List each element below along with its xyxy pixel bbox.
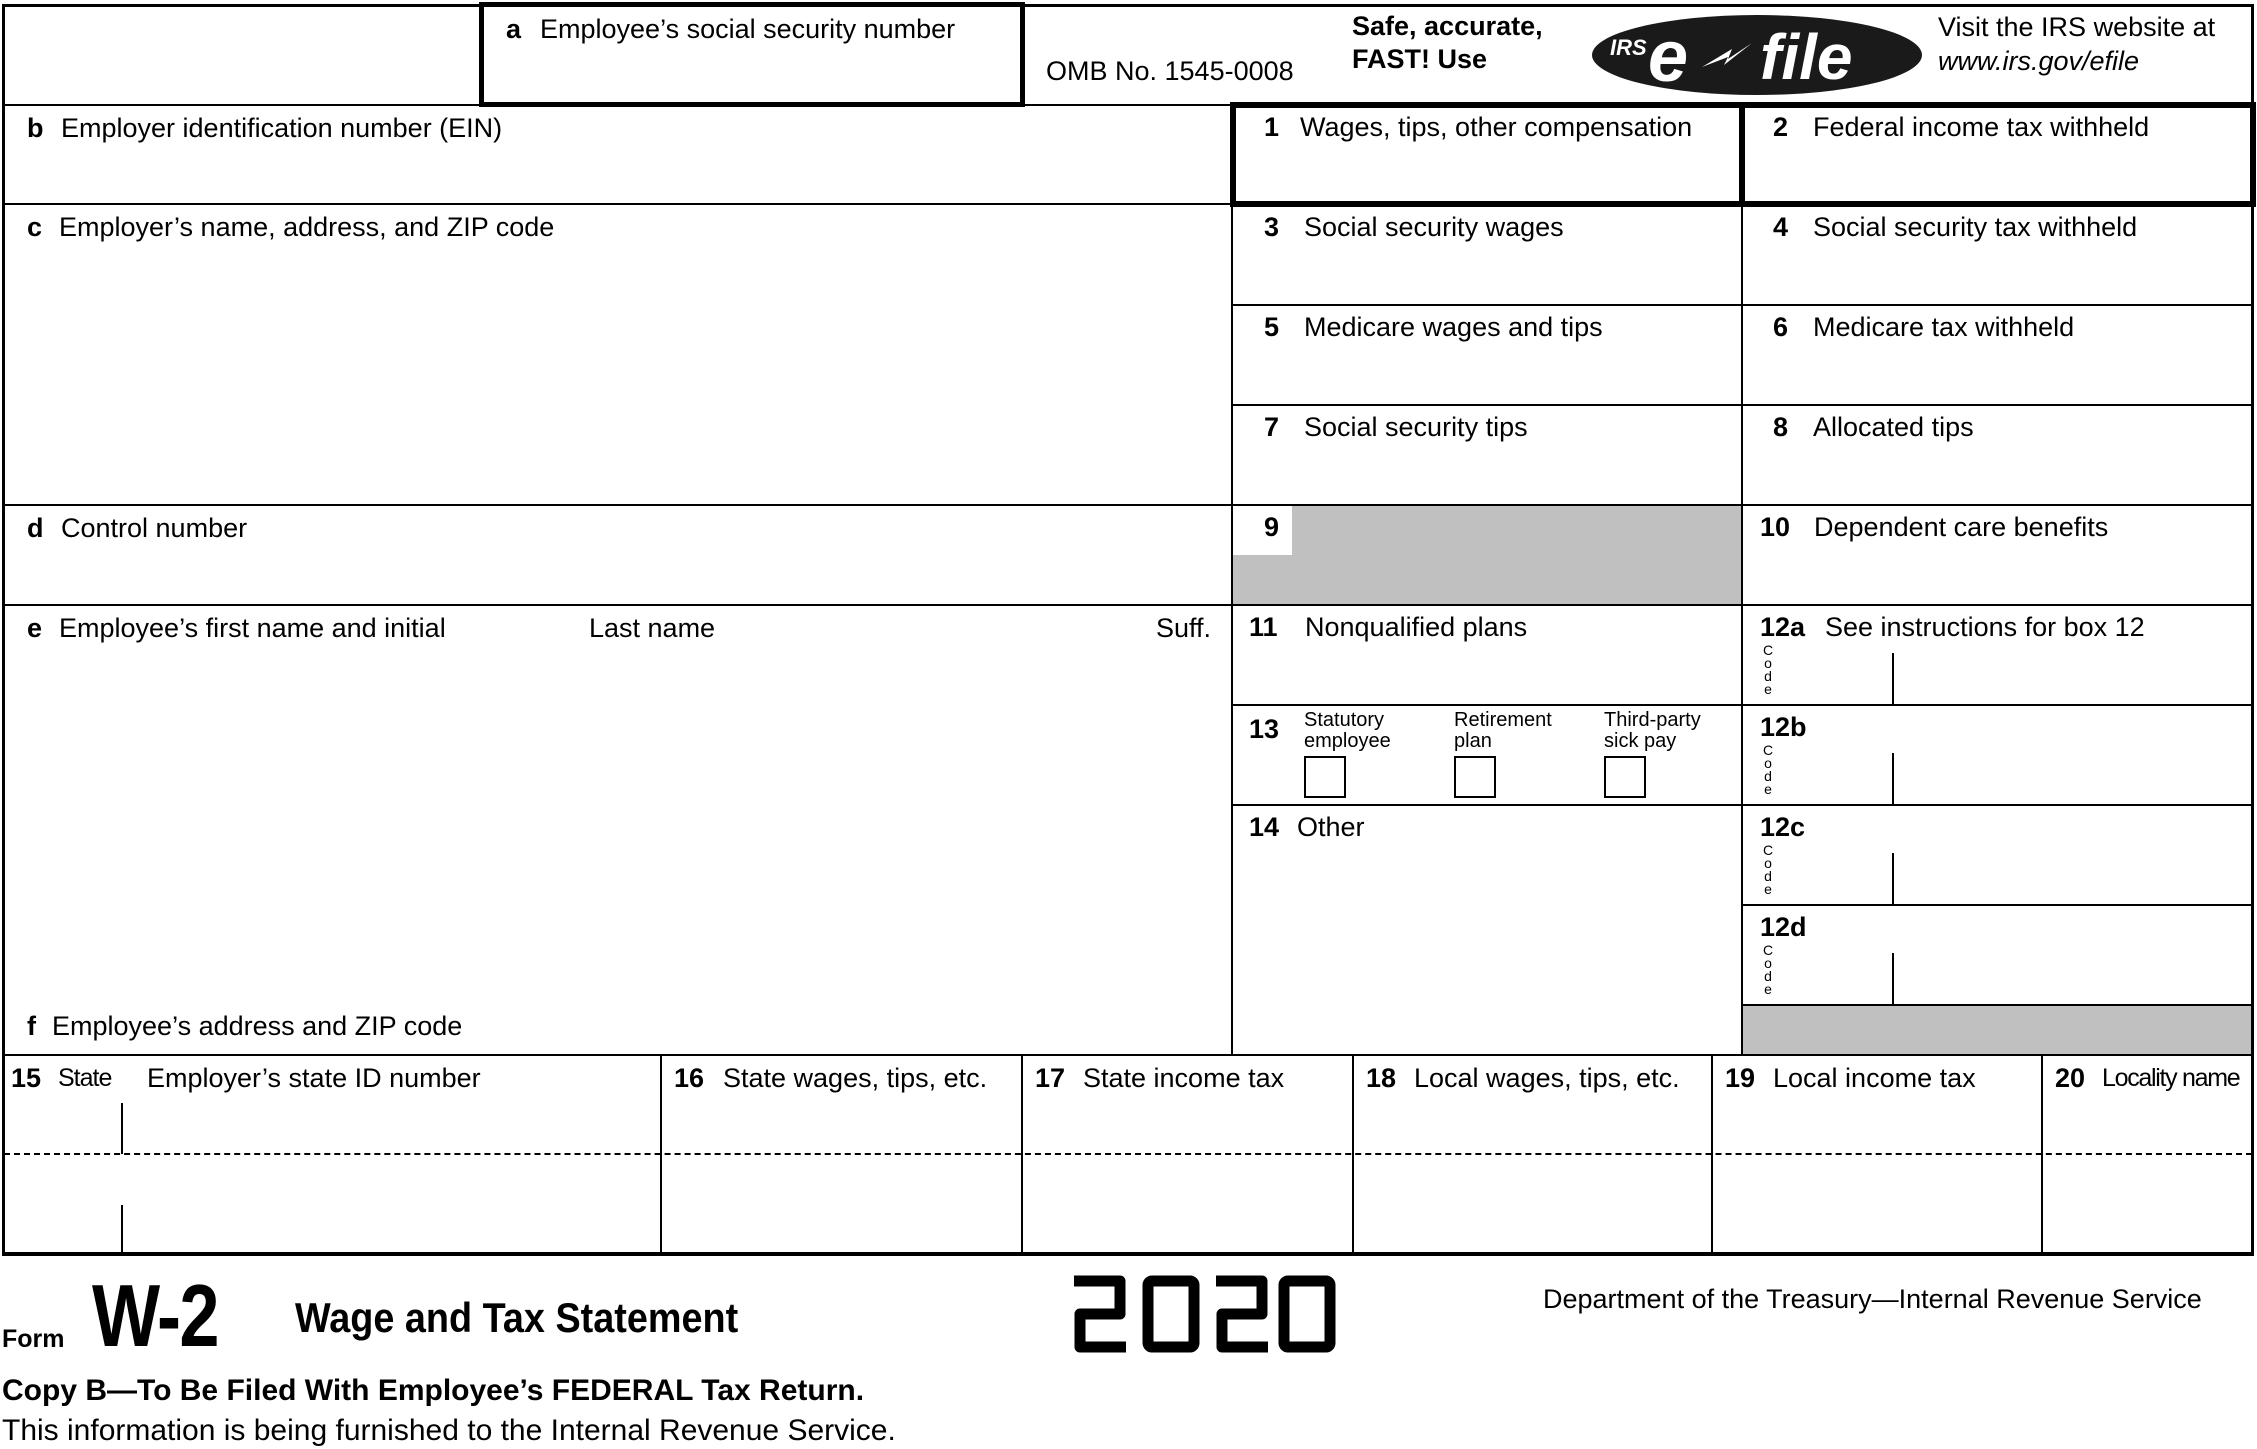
box-20[interactable] (2043, 1057, 2251, 1252)
box-4-key: 4 (1773, 212, 1789, 242)
code-vertical-label (1762, 844, 1774, 896)
logo-irs-text: IRS (1610, 35, 1647, 60)
box-17[interactable] (1023, 1057, 1352, 1252)
irs-info-line: This information is being furnished to the Internal Revenue Service. (2, 1414, 896, 1447)
irs-efile-logo (1592, 15, 1922, 95)
box-e-suffix-label: Suff. (1156, 613, 1212, 643)
box-7-label: Social security tips (1304, 412, 1528, 442)
irs-efile-logo-icon (1592, 15, 1922, 95)
form-title: Wage and Tax Statement (295, 1294, 739, 1341)
box-15-id-label: Employer’s state ID number (147, 1063, 481, 1093)
code-letter: o (1764, 855, 1772, 871)
option-line2: plan (1454, 730, 1492, 752)
box-d[interactable] (5, 506, 1231, 604)
box-1-label: Wages, tips, other compensation (1300, 112, 1693, 142)
box-17-label: State income tax (1083, 1063, 1285, 1093)
box-12d-key: 12d (1760, 912, 1807, 942)
line-row15-top (2, 1054, 2254, 1056)
box-2-label: Federal income tax withheld (1813, 112, 2150, 142)
code-letter: C (1762, 742, 1774, 758)
box-e-last-name-label: Last name (589, 613, 716, 643)
box-c[interactable] (5, 205, 1231, 504)
box-d-label: Control number (61, 513, 248, 543)
box-19-key: 19 (1725, 1063, 1756, 1093)
box-10[interactable] (1743, 506, 2251, 604)
box-5[interactable] (1233, 306, 1741, 404)
code-vertical-label (1762, 744, 1774, 796)
box-f-label: Employee’s address and ZIP code (52, 1011, 463, 1041)
box-6[interactable] (1743, 306, 2251, 404)
box-7[interactable] (1233, 406, 1741, 504)
box-1[interactable] (1236, 108, 1739, 202)
box-12-bottom-shaded (1743, 1006, 2251, 1054)
box-6-label: Medicare tax withheld (1813, 312, 2075, 342)
efile-promo (1352, 10, 1543, 76)
box-12c[interactable] (1743, 806, 2251, 904)
omb-number: OMB No. 1545-0008 (1046, 56, 1294, 86)
box-13 (1233, 706, 1741, 804)
box-15[interactable] (5, 1057, 660, 1252)
year-digit-2 (1216, 1281, 1268, 1347)
box-b[interactable] (5, 106, 1231, 203)
box-12d[interactable] (1743, 906, 2251, 1004)
box-a-key: a (506, 14, 522, 44)
border-bottom (2, 1252, 2254, 1256)
statutory-employee-label (1304, 710, 1391, 752)
code-letter: e (1764, 781, 1772, 797)
code-letter: C (1762, 642, 1774, 658)
code-vertical-label (1762, 944, 1774, 996)
code-letter: C (1762, 942, 1774, 958)
box-18[interactable] (1354, 1057, 1711, 1252)
year-digit-0 (1148, 1281, 1194, 1347)
box-11[interactable] (1233, 606, 1741, 704)
year-digit-0 (1284, 1281, 1330, 1347)
box-13-key: 13 (1249, 714, 1280, 744)
box-10-key: 10 (1760, 512, 1791, 542)
box-19-label: Local income tax (1773, 1063, 1976, 1093)
statutory-employee-checkbox[interactable] (1304, 756, 1346, 798)
year-digit-2 (1074, 1281, 1126, 1347)
box-12b[interactable] (1743, 706, 2251, 804)
box-d-key: d (27, 513, 44, 543)
form-prefix: Form (2, 1325, 65, 1353)
box-2[interactable] (1745, 108, 2250, 202)
box-e-key: e (27, 613, 43, 643)
box-5-key: 5 (1264, 312, 1280, 342)
option-line2: sick pay (1604, 730, 1677, 752)
box-8-key: 8 (1773, 412, 1789, 442)
box-15-state-label: State (58, 1064, 112, 1092)
box-14[interactable] (1233, 806, 1741, 1054)
box-16-key: 16 (674, 1063, 705, 1093)
box-14-label: Other (1297, 812, 1365, 842)
box-4-label: Social security tax withheld (1813, 212, 2138, 242)
box-20-key: 20 (2055, 1063, 2086, 1093)
efile-promo-line1: Safe, accurate, (1352, 11, 1543, 41)
box-12c-key: 12c (1760, 812, 1806, 842)
box-8-label: Allocated tips (1813, 412, 1974, 442)
box-3-key: 3 (1264, 212, 1280, 242)
box-c-key: c (27, 212, 43, 242)
irs-website-note (1938, 10, 2215, 78)
box-16-label: State wages, tips, etc. (723, 1063, 988, 1093)
box-20-label: Locality name (2102, 1064, 2240, 1092)
retirement-plan-checkbox[interactable] (1454, 756, 1496, 798)
box-16[interactable] (662, 1057, 1021, 1252)
code-vertical-label (1762, 644, 1774, 696)
code-letter: d (1764, 668, 1772, 684)
box-14-key: 14 (1249, 812, 1280, 842)
box-c-label: Employer’s name, address, and ZIP code (59, 212, 555, 242)
option-line1: Third-party (1604, 709, 1701, 731)
box-2-key: 2 (1773, 112, 1789, 142)
logo-e-text: e (1648, 17, 1689, 95)
tax-year (1068, 1275, 1338, 1353)
header-blank-cell (5, 7, 479, 104)
box-6-key: 6 (1773, 312, 1789, 342)
box-e-label: Employee’s first name and initial (59, 613, 446, 643)
box-9-key: 9 (1264, 512, 1280, 542)
box-10-label: Dependent care benefits (1814, 512, 2109, 542)
box-12a[interactable] (1743, 606, 2251, 704)
code-letter: o (1764, 655, 1772, 671)
box-1-key: 1 (1264, 112, 1280, 142)
box-9 (1233, 506, 1741, 604)
box-11-key: 11 (1249, 612, 1278, 642)
box-11-label: Nonqualified plans (1305, 612, 1528, 642)
third-party-sick-pay-label (1604, 710, 1701, 752)
tax-year-digits (1068, 1275, 1338, 1353)
code-letter: e (1764, 981, 1772, 997)
option-line1: Statutory (1304, 709, 1385, 731)
box-7-key: 7 (1264, 412, 1280, 442)
box-12a-label: See instructions for box 12 (1825, 612, 2145, 642)
box-e-f[interactable] (5, 606, 1231, 1054)
box-17-key: 17 (1035, 1063, 1066, 1093)
department-line: Department of the Treasury—Internal Revenue Service (1543, 1284, 2202, 1314)
box-19[interactable] (1713, 1057, 2041, 1252)
form-number: W-2 (92, 1266, 218, 1365)
box-b-label: Employer identification number (EIN) (61, 113, 503, 143)
code-letter: d (1764, 868, 1772, 884)
logo-file-text: file (1760, 21, 1853, 93)
visit-line1: Visit the IRS website at (1938, 12, 2216, 42)
box-3[interactable] (1233, 206, 1741, 304)
code-letter: o (1764, 755, 1772, 771)
box-5-label: Medicare wages and tips (1304, 312, 1603, 342)
code-letter: e (1764, 681, 1772, 697)
box-4[interactable] (1743, 206, 2251, 304)
box-12a-key: 12a (1760, 612, 1806, 642)
box-f-key: f (27, 1011, 36, 1041)
code-letter: o (1764, 955, 1772, 971)
box-3-label: Social security wages (1304, 212, 1564, 242)
box-8[interactable] (1743, 406, 2251, 504)
box-15-key: 15 (11, 1063, 42, 1093)
efile-promo-line2: FAST! Use (1352, 44, 1488, 74)
visit-url-link[interactable]: www.irs.gov/efile (1938, 46, 2140, 76)
code-letter: e (1764, 881, 1772, 897)
box-18-key: 18 (1366, 1063, 1397, 1093)
box-12b-key: 12b (1760, 712, 1807, 742)
box-18-label: Local wages, tips, etc. (1414, 1063, 1680, 1093)
retirement-plan-label (1454, 710, 1552, 752)
box-a-label: Employee’s social security number (540, 14, 956, 44)
code-letter: d (1764, 968, 1772, 984)
option-line1: Retirement (1454, 709, 1552, 731)
third-party-sick-pay-checkbox[interactable] (1604, 756, 1646, 798)
option-line2: employee (1304, 730, 1391, 752)
copy-b-line: Copy B—To Be Filed With Employee’s FEDERAL Tax Return. (2, 1374, 865, 1407)
code-letter: C (1762, 842, 1774, 858)
code-letter: d (1764, 768, 1772, 784)
box-b-key: b (27, 113, 44, 143)
box-a[interactable] (484, 7, 1020, 102)
